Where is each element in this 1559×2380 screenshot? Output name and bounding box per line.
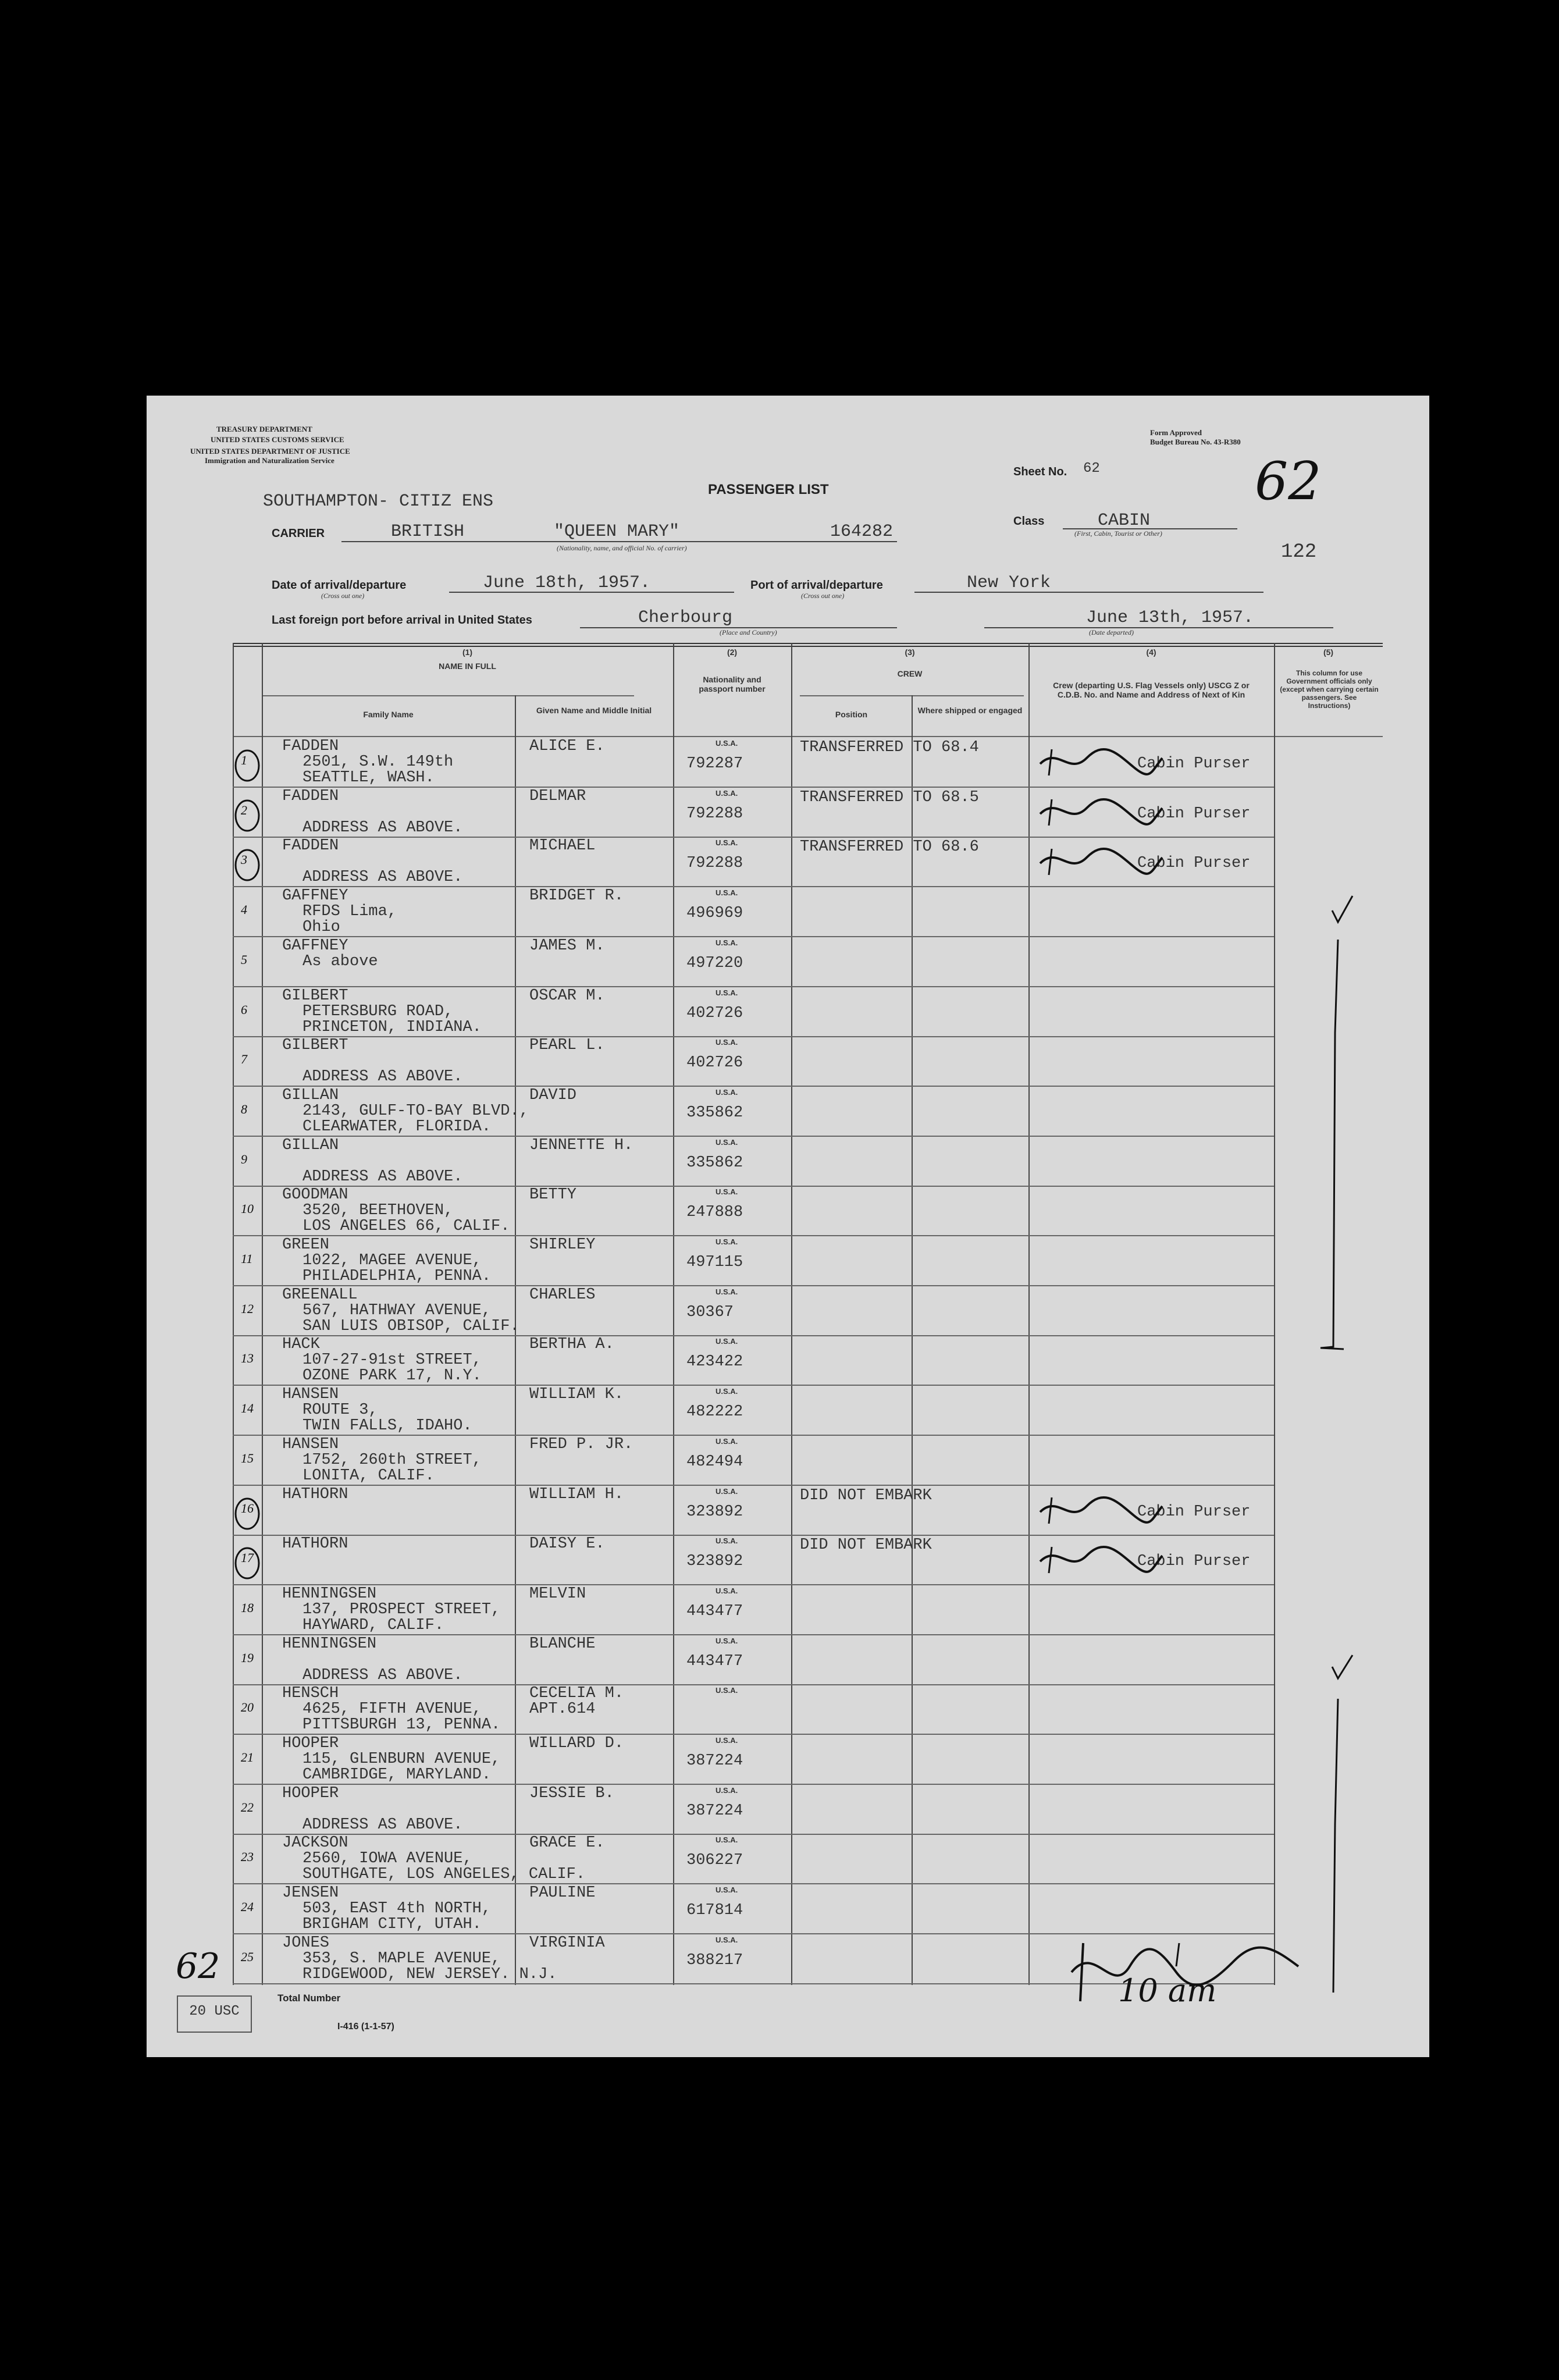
row-number-circle — [233, 1496, 262, 1531]
col1-number: (1) — [462, 648, 473, 657]
given-name: DAVID — [529, 1086, 577, 1104]
purser-signature — [1034, 741, 1168, 781]
given-name: JENNETTE H. — [529, 1136, 633, 1154]
col2-number: (2) — [727, 648, 738, 657]
nationality: U.S.A. — [716, 1785, 738, 1795]
nationality: U.S.A. — [716, 1187, 738, 1197]
row-number: 18 — [241, 1600, 254, 1615]
family-name: JACKSON — [282, 1834, 348, 1852]
table-row — [233, 1785, 1383, 1835]
col3-title: CREW — [897, 669, 923, 678]
given-name: ALICE E. — [529, 738, 605, 755]
passenger-list-page — [147, 396, 1429, 2057]
row-number: 5 — [241, 952, 247, 967]
address-line-2: SOUTHGATE, LOS ANGELES, CALIF. — [302, 1866, 586, 1884]
passport-number: 792288 — [686, 805, 743, 823]
col-given-name: Given Name and Middle Initial — [536, 706, 652, 715]
table-row — [233, 1336, 1383, 1386]
crew-remark: DID NOT EMBARK — [800, 1536, 932, 1554]
address-line-1: PETERSBURG ROAD, — [302, 1002, 454, 1020]
address-line-2: PHILADELPHIA, PENNA. — [302, 1268, 492, 1285]
stamp-box — [177, 1995, 252, 2033]
address-line-1: RFDS Lima, — [302, 903, 397, 921]
purser-signature — [1034, 791, 1168, 831]
date-arrival-value: June 18th, 1957. — [483, 573, 651, 593]
row-number: 22 — [241, 1799, 254, 1815]
port-label: Port of arrival/departure — [750, 579, 883, 592]
address-line-2: ADDRESS AS ABOVE. — [302, 1068, 463, 1086]
given-name: FRED P. JR. — [529, 1435, 633, 1453]
row-number: 7 — [241, 1052, 247, 1067]
crew-remark: TRANSFERRED TO 68.5 — [800, 788, 979, 806]
purser-note: Cabin Purser — [1137, 1553, 1251, 1571]
sheet-label: Sheet No. — [1013, 465, 1067, 478]
passport-number: 402726 — [686, 1004, 743, 1022]
row-number: 20 — [241, 1700, 254, 1715]
nationality: U.S.A. — [716, 938, 738, 947]
family-name: HANSEN — [282, 1386, 339, 1404]
row-number: 14 — [241, 1401, 254, 1416]
address-line-1: 107-27-91st STREET, — [302, 1351, 482, 1369]
address-line-2: ADDRESS AS ABOVE. — [302, 1168, 463, 1186]
address-line-1: 115, GLENBURN AVENUE, — [302, 1751, 501, 1768]
family-name: GAFFNEY — [282, 937, 348, 955]
table-row — [233, 837, 1383, 887]
nationality: U.S.A. — [716, 1237, 738, 1246]
table-row — [233, 1186, 1383, 1236]
passport-number: 306227 — [686, 1852, 743, 1870]
row-number: 12 — [241, 1301, 254, 1316]
family-name: GILLAN — [282, 1136, 339, 1154]
passport-number: 402726 — [686, 1054, 743, 1072]
purser-note: Cabin Purser — [1137, 1503, 1251, 1521]
form-approved: Form Approved — [1150, 428, 1202, 437]
given-name: SHIRLEY — [529, 1236, 596, 1254]
family-name: GREENALL — [282, 1286, 358, 1304]
table-row — [233, 1585, 1383, 1635]
table-row — [233, 1137, 1383, 1187]
table-row — [233, 1834, 1383, 1884]
row-number: 6 — [241, 1002, 247, 1017]
family-name: GILLAN — [282, 1086, 339, 1104]
table-row — [233, 1486, 1383, 1536]
port-value: New York — [967, 573, 1051, 593]
row-number: 25 — [241, 1949, 254, 1964]
nationality: U.S.A. — [716, 1935, 738, 1944]
given-name: JESSIE B. — [529, 1784, 614, 1802]
date-arrival-caption: (Cross out one) — [321, 592, 365, 600]
row-number: 16 — [241, 1500, 254, 1515]
row-number: 23 — [241, 1849, 254, 1865]
address-line-2: Ohio — [302, 919, 340, 937]
date-departed-value: June 13th, 1957. — [1086, 608, 1254, 628]
row-number: 4 — [241, 902, 247, 917]
nationality: U.S.A. — [716, 1885, 738, 1895]
passport-number: 30367 — [686, 1303, 734, 1321]
carrier-name: "QUEEN MARY" — [554, 522, 680, 542]
family-name: HATHORN — [282, 1485, 348, 1503]
given-name: DELMAR — [529, 787, 586, 805]
passport-number: 323892 — [686, 1503, 743, 1521]
dept-customs: UNITED STATES CUSTOMS SERVICE — [211, 435, 344, 444]
address-line-2: TWIN FALLS, IDAHO. — [302, 1417, 472, 1435]
table-row — [233, 1436, 1383, 1486]
dept-immigration: Immigration and Naturalization Service — [205, 456, 334, 465]
nationality: U.S.A. — [716, 1436, 738, 1446]
row-number-circle — [233, 748, 262, 783]
given-name: GRACE E. — [529, 1834, 605, 1852]
row-number: 21 — [241, 1750, 254, 1764]
class-value: CABIN — [1098, 511, 1151, 531]
family-name: HOOPER — [282, 1735, 339, 1752]
given-name: BRIDGET R. — [529, 887, 624, 905]
family-name: FADDEN — [282, 787, 339, 805]
family-name: GILBERT — [282, 987, 348, 1005]
table-row — [233, 887, 1383, 937]
table-rows — [233, 738, 1383, 1985]
row-number: 10 — [241, 1201, 254, 1216]
nationality: U.S.A. — [716, 1038, 738, 1047]
given-name-extra: APT.614 — [529, 1700, 596, 1719]
class-label: Class — [1013, 515, 1045, 528]
purser-signature — [1034, 1489, 1168, 1529]
address-line-2: ADDRESS AS ABOVE. — [302, 819, 463, 837]
carrier-label: CARRIER — [272, 527, 325, 540]
nationality: U.S.A. — [716, 1137, 738, 1147]
purser-note: Cabin Purser — [1137, 755, 1251, 773]
address-line-2: PRINCETON, INDIANA. — [302, 1018, 482, 1036]
family-name: HENNINGSEN — [282, 1585, 377, 1603]
address-line-1: 2501, S.W. 149th — [302, 753, 454, 771]
route-line: SOUTHAMPTON- CITIZ ENS — [263, 492, 494, 511]
table-row — [233, 1087, 1383, 1137]
given-name: PEARL L. — [529, 1037, 605, 1055]
passport-number: 387224 — [686, 1752, 743, 1770]
nationality: U.S.A. — [716, 1686, 738, 1695]
family-name: GAFFNEY — [282, 887, 348, 905]
nationality: U.S.A. — [716, 1736, 738, 1745]
dept-treasury: TREASURY DEPARTMENT — [216, 425, 312, 433]
col-position: Position — [835, 710, 868, 719]
given-name: VIRGINIA — [529, 1934, 605, 1952]
document-title: PASSENGER LIST — [708, 482, 829, 497]
passport-number: 482222 — [686, 1403, 743, 1421]
row-number: 19 — [241, 1650, 254, 1665]
passport-number: 617814 — [686, 1902, 743, 1920]
passport-number: 482494 — [686, 1453, 743, 1471]
row-number: 11 — [241, 1251, 253, 1266]
address-line-1: 353, S. MAPLE AVENUE, — [302, 1949, 501, 1968]
address-line-1: 137, PROSPECT STREET, — [302, 1600, 501, 1618]
carrier-caption: (Nationality, name, and official No. of carrier) — [557, 544, 687, 552]
table-row — [233, 1386, 1383, 1436]
port-caption: (Cross out one) — [801, 592, 845, 600]
table-row — [233, 738, 1383, 788]
table-row — [233, 1535, 1383, 1585]
passport-number: 496969 — [686, 905, 743, 923]
col-family-name: Family Name — [363, 710, 414, 719]
given-name: MELVIN — [529, 1585, 586, 1603]
address-line-1: 503, EAST 4th NORTH, — [302, 1900, 492, 1918]
address-line-1: 1022, MAGEE AVENUE, — [302, 1252, 482, 1269]
family-name: HENNINGSEN — [282, 1635, 377, 1653]
address-line-2: ADDRESS AS ABOVE. — [302, 1666, 463, 1684]
given-name: WILLARD D. — [529, 1735, 624, 1752]
nationality: U.S.A. — [716, 1337, 738, 1346]
col4-number: (4) — [1146, 648, 1156, 657]
sheet-number: 62 — [1083, 461, 1100, 476]
purser-note: Cabin Purser — [1137, 805, 1251, 823]
nationality: U.S.A. — [716, 1287, 738, 1296]
col1-title: NAME IN FULL — [439, 661, 496, 671]
address-line-1: As above — [302, 952, 378, 970]
family-name: JENSEN — [282, 1884, 339, 1902]
date-departed-caption: (Date departed) — [1089, 628, 1134, 636]
row-number: 9 — [241, 1151, 247, 1166]
given-name: BLANCHE — [529, 1635, 596, 1653]
passport-number: 247888 — [686, 1204, 743, 1222]
table-row — [233, 788, 1383, 838]
passport-number: 443477 — [686, 1652, 743, 1670]
last-port-value: Cherbourg — [638, 608, 733, 628]
crew-remark: DID NOT EMBARK — [800, 1486, 932, 1504]
passport-number: 335862 — [686, 1104, 743, 1122]
last-port-label: Last foreign port before arrival in United States — [272, 614, 532, 627]
address-line-1: 3520, BEETHOVEN, — [302, 1202, 454, 1220]
col5-number: (5) — [1323, 648, 1334, 657]
col5-title: This column for use Government officials only (except when carrying certain passengers. See Instructions) — [1280, 669, 1379, 710]
passport-number: 387224 — [686, 1802, 743, 1820]
nationality: U.S.A. — [716, 1387, 738, 1396]
passport-number: 497115 — [686, 1254, 743, 1271]
given-name: OSCAR M. — [529, 987, 605, 1005]
address-line-1: 2560, IOWA AVENUE, — [302, 1850, 472, 1868]
crew-remark: TRANSFERRED TO 68.6 — [800, 838, 979, 856]
address-line-2: OZONE PARK 17, N.Y. — [302, 1367, 482, 1385]
total-number-label: Total Number — [277, 1993, 341, 2004]
family-name: GOODMAN — [282, 1186, 348, 1204]
family-name: GILBERT — [282, 1037, 348, 1055]
nationality: U.S.A. — [716, 888, 738, 898]
family-name: FADDEN — [282, 837, 339, 855]
row-number: 8 — [241, 1101, 247, 1116]
row-number: 2 — [241, 802, 247, 817]
budget-bureau: Budget Bureau No. 43-R380 — [1150, 437, 1241, 446]
crew-remark: TRANSFERRED TO 68.4 — [800, 739, 979, 756]
nationality: U.S.A. — [716, 1536, 738, 1546]
row-number-circle — [233, 848, 262, 883]
class-caption: (First, Cabin, Tourist or Other) — [1074, 529, 1162, 538]
purser-note: Cabin Purser — [1137, 855, 1251, 873]
address-line-1: 567, HATHWAY AVENUE, — [302, 1301, 492, 1319]
nationality: U.S.A. — [716, 1586, 738, 1595]
family-name: HENSCH — [282, 1685, 339, 1703]
table-row — [233, 987, 1383, 1037]
address-line-1: ROUTE 3, — [302, 1401, 378, 1420]
address-line-2: HAYWARD, CALIF. — [302, 1616, 444, 1634]
last-port-caption: (Place and Country) — [720, 628, 777, 636]
table-row — [233, 1685, 1383, 1735]
nationality: U.S.A. — [716, 739, 738, 748]
address-line-2: LONITA, CALIF. — [302, 1467, 435, 1485]
purser-signature — [1034, 1538, 1168, 1579]
family-name: HOOPER — [282, 1784, 339, 1802]
family-name: FADDEN — [282, 738, 339, 755]
passport-number: 388217 — [686, 1951, 743, 1969]
passenger-table — [233, 643, 1383, 1985]
address-line-2: CLEARWATER, FLORIDA. — [302, 1118, 492, 1136]
given-name: JAMES M. — [529, 937, 605, 955]
passport-number: 335862 — [686, 1154, 743, 1172]
date-arrival-label: Date of arrival/departure — [272, 579, 407, 592]
nationality: U.S.A. — [716, 1636, 738, 1645]
row-number-circle — [233, 1546, 262, 1581]
nationality: U.S.A. — [716, 1835, 738, 1845]
sheet-number-handwritten: 62 — [1255, 451, 1322, 512]
address-line-2: ADDRESS AS ABOVE. — [302, 869, 463, 887]
col3-number: (3) — [905, 648, 915, 657]
family-name: HANSEN — [282, 1435, 339, 1453]
given-name: PAULINE — [529, 1884, 596, 1902]
address-line-2: RIDGEWOOD, NEW JERSEY. N.J. — [302, 1965, 557, 1983]
family-name: JONES — [282, 1934, 330, 1952]
family-name: HATHORN — [282, 1535, 348, 1553]
col-where-shipped: Where shipped or engaged — [917, 706, 1023, 715]
given-name: DAISY E. — [529, 1535, 605, 1553]
col4-title: Crew (departing U.S. Flag Vessels only) USCG Z or C.D.B. No. and Name and Address of Next of Kin — [1053, 681, 1250, 699]
passport-number: 423422 — [686, 1353, 743, 1371]
passport-number: 443477 — [686, 1602, 743, 1620]
time-note: 10 am — [1118, 1972, 1217, 2009]
page-number: 122 — [1281, 541, 1317, 563]
row-number: 13 — [241, 1351, 254, 1366]
form-number: I-416 (1-1-57) — [337, 2022, 394, 2032]
family-name: HACK — [282, 1336, 320, 1354]
nationality: U.S.A. — [716, 1486, 738, 1496]
address-line-2: CAMBRIDGE, MARYLAND. — [302, 1766, 492, 1784]
table-row — [233, 1286, 1383, 1336]
table-row — [233, 1735, 1383, 1785]
given-name: WILLIAM K. — [529, 1386, 624, 1404]
col2-title: Nationality and passport number — [699, 675, 766, 693]
address-line-2: BRIGHAM CITY, UTAH. — [302, 1916, 482, 1934]
row-number: 17 — [241, 1550, 254, 1566]
row-number: 24 — [241, 1899, 254, 1915]
nationality: U.S.A. — [716, 838, 738, 848]
passport-number: 323892 — [686, 1553, 743, 1571]
address-line-2: SEATTLE, WASH. — [302, 769, 435, 787]
given-name: BERTHA A. — [529, 1336, 614, 1354]
address-line-1: 2143, GULF-TO-BAY BLVD., — [302, 1102, 529, 1120]
passport-number: 497220 — [686, 954, 743, 972]
table-row — [233, 1635, 1383, 1685]
purser-signature — [1034, 840, 1168, 881]
nationality: U.S.A. — [716, 1087, 738, 1097]
total-handwritten: 62 — [176, 1946, 220, 1987]
address-line-2: SAN LUIS OBISOP, CALIF. — [302, 1317, 519, 1335]
official-check-marks — [1297, 893, 1367, 1998]
row-number: 3 — [241, 852, 247, 867]
table-row — [233, 1037, 1383, 1087]
stamp-text: 20 USC — [189, 2004, 240, 2019]
address-line-1: 4625, FIFTH AVENUE, — [302, 1700, 482, 1719]
passport-number: 792287 — [686, 755, 743, 773]
row-number: 15 — [241, 1450, 254, 1465]
given-name: CHARLES — [529, 1286, 596, 1304]
nationality: U.S.A. — [716, 988, 738, 997]
row-number: 1 — [241, 753, 247, 767]
given-name: MICHAEL — [529, 837, 596, 855]
given-name: BETTY — [529, 1186, 577, 1204]
passport-number: 792288 — [686, 855, 743, 873]
table-row — [233, 937, 1383, 987]
nationality: U.S.A. — [716, 788, 738, 798]
table-row — [233, 1236, 1383, 1286]
carrier-nationality: BRITISH — [391, 522, 465, 542]
carrier-number: 164282 — [830, 522, 894, 542]
dept-justice: UNITED STATES DEPARTMENT OF JUSTICE — [190, 447, 350, 456]
family-name: GREEN — [282, 1236, 330, 1254]
given-name: CECELIA M. — [529, 1685, 624, 1703]
address-line-2: ADDRESS AS ABOVE. — [302, 1816, 463, 1834]
address-line-2: LOS ANGELES 66, CALIF. — [302, 1218, 510, 1236]
table-row — [233, 1884, 1383, 1934]
row-number-circle — [233, 798, 262, 833]
address-line-2: PITTSBURGH 13, PENNA. — [302, 1716, 501, 1734]
address-line-1: 1752, 260th STREET, — [302, 1451, 482, 1469]
given-name: WILLIAM H. — [529, 1485, 624, 1503]
